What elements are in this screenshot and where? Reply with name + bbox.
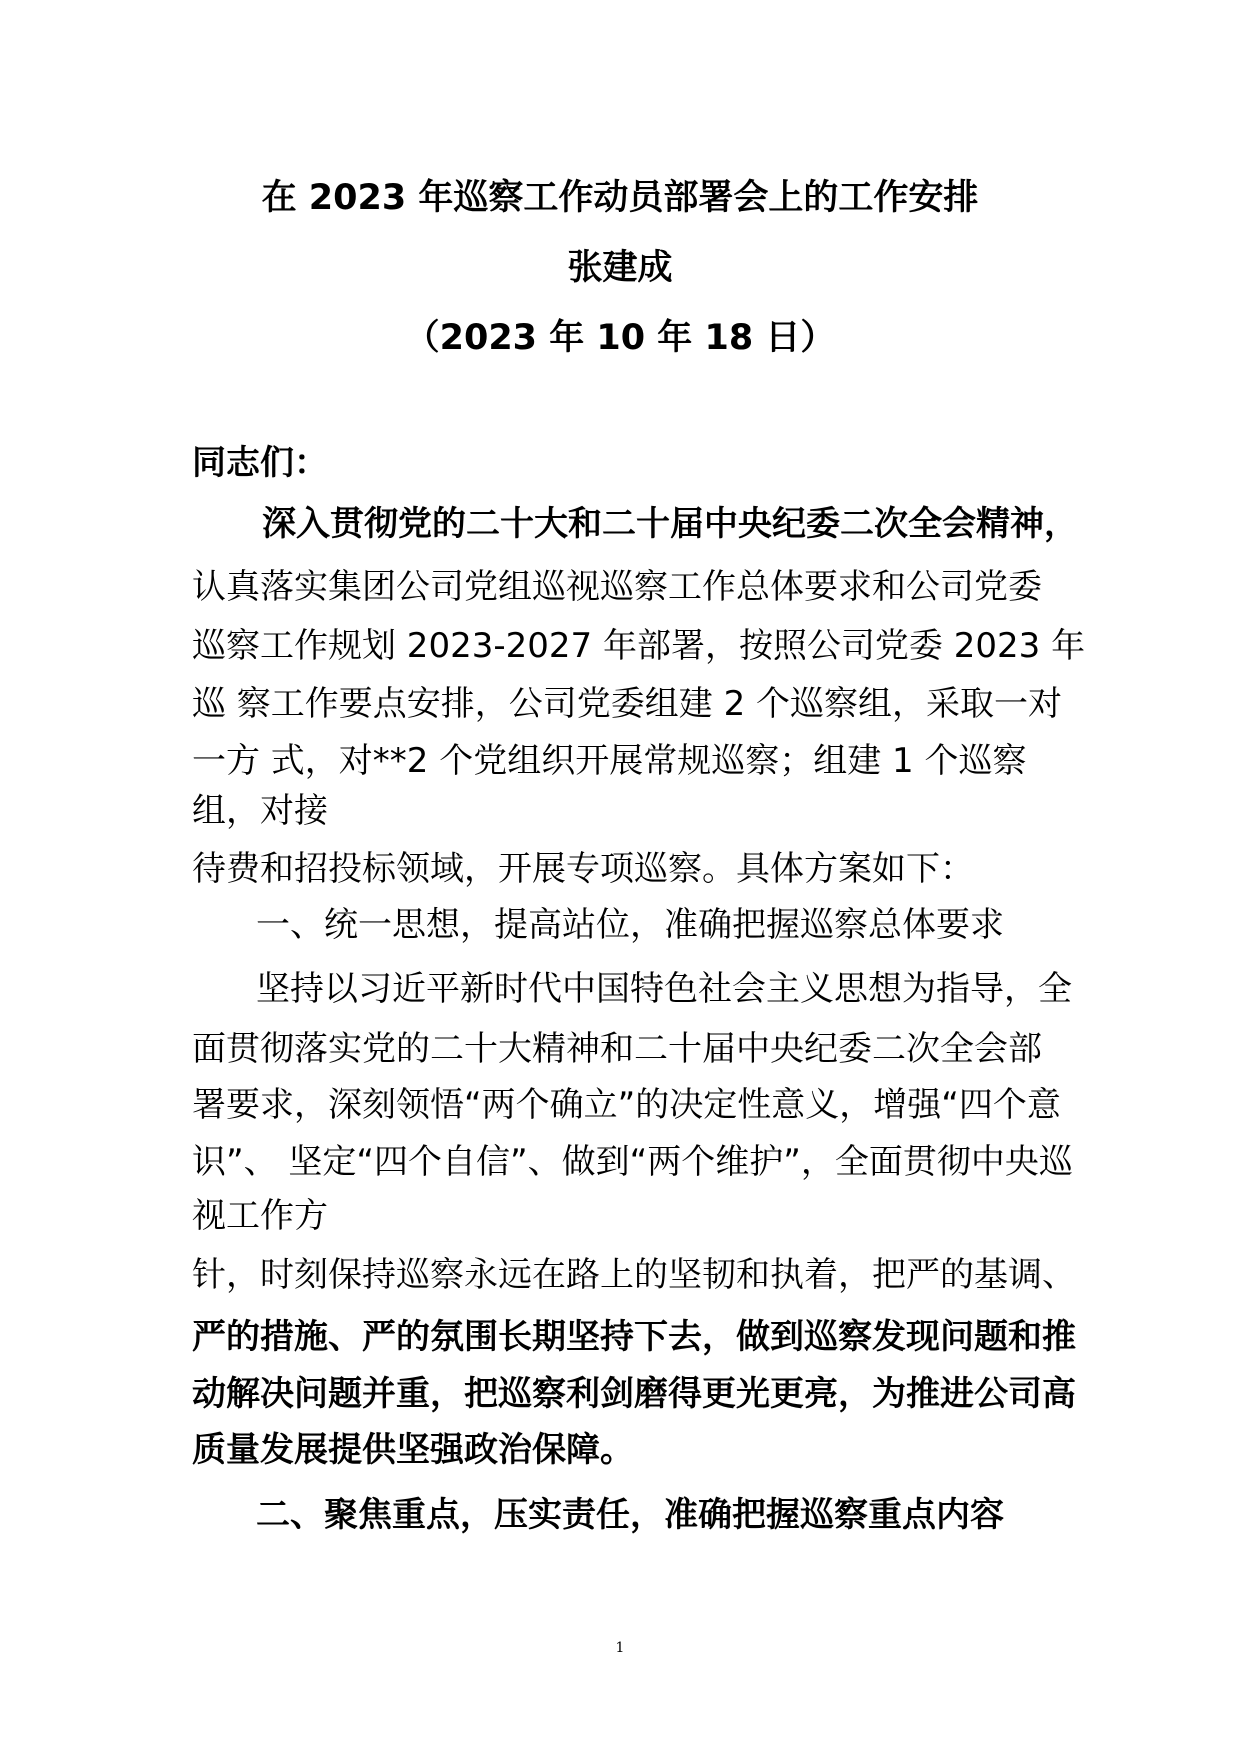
paragraph-line: 动解决问题并重，把巡察利剑磨得更光更亮，为推进公司高 [192,1374,1076,1414]
section-heading-1: 一、统一思想，提高站位，准确把握巡察总体要求 [256,905,1004,945]
paragraph-line: 一方 式，对**2 个党组织开展常规巡察；组建 1 个巡察 [192,741,1027,781]
paragraph-line: 署要求，深刻领悟“两个确立”的决定性意义，增强“四个意 [192,1085,1061,1125]
paragraph-line: 待费和招投标领域，开展专项巡察。具体方案如下： [192,849,974,889]
paragraph-line: 坚持以习近平新时代中国特色社会主义思想为指导，全 [256,969,1072,1009]
page-number: 1 [615,1640,625,1656]
document-title: 在 2023 年巡察工作动员部署会上的工作安排 [261,178,979,218]
paragraph-line: 巡 察工作要点安排，公司党委组建 2 个巡察组，采取一对 [192,684,1063,724]
paragraph-line: 组，对接 [192,791,328,831]
document-date: （2023 年 10 年 18 日） [404,318,836,358]
salutation: 同志们： [192,443,328,483]
paragraph-line: 认真落实集团公司党组巡视巡察工作总体要求和公司党委 [192,567,1042,607]
section-heading-2: 二、聚焦重点，压实责任，准确把握巡察重点内容 [256,1495,1004,1535]
paragraph-line: 针，时刻保持巡察永远在路上的坚韧和执着，把严的基调、 [192,1255,1076,1295]
paragraph-line: 巡察工作规划 2023-2027 年部署，按照公司党委 2023 年 [192,626,1086,666]
document-author: 张建成 [567,248,673,288]
paragraph-line: 质量发展提供坚强政治保障。 [192,1430,634,1470]
paragraph-line: 深入贯彻党的二十大和二十届中央纪委二次全会精神， [262,504,1078,544]
paragraph-line: 面贯彻落实党的二十大精神和二十届中央纪委二次全会部 [192,1029,1042,1069]
paragraph-line: 严的措施、严的氛围长期坚持下去，做到巡察发现问题和推 [192,1317,1076,1357]
paragraph-line: 视工作方 [192,1196,328,1236]
paragraph-line: 识”、 坚定“四个自信”、做到“两个维护”，全面贯彻中央巡 [192,1142,1073,1182]
